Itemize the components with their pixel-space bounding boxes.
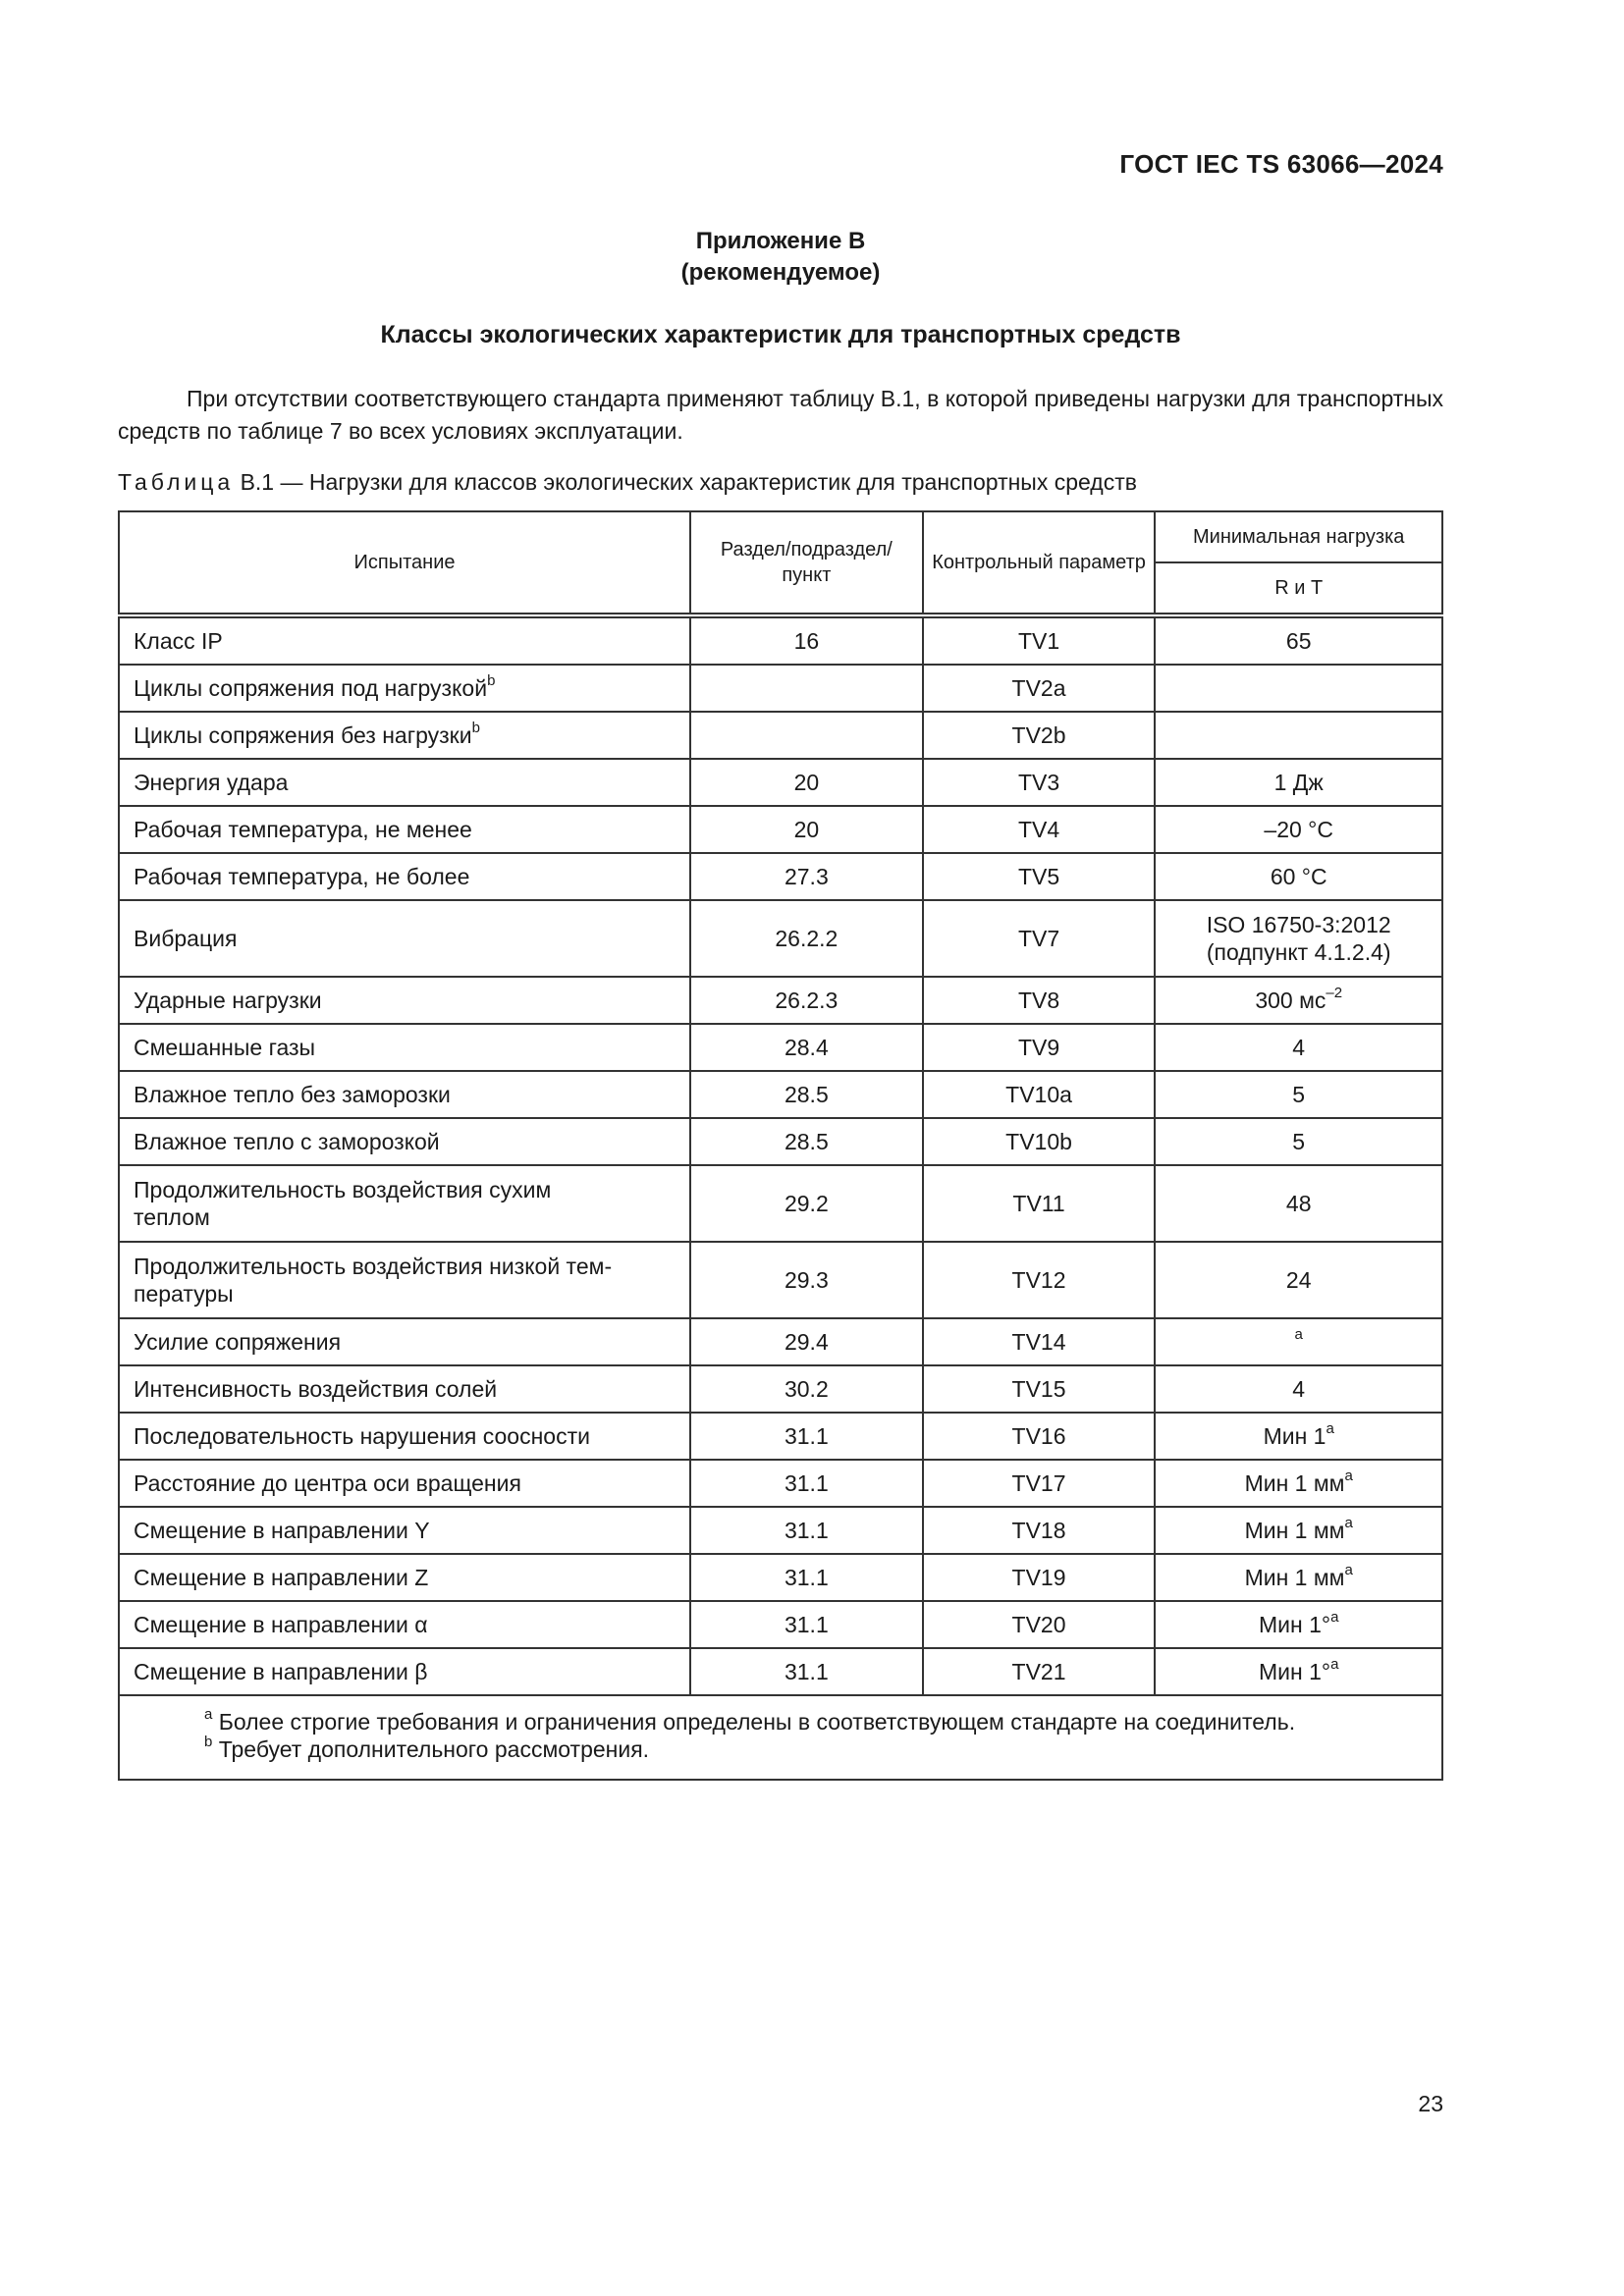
table-row	[119, 1071, 1442, 1118]
cell-load	[1155, 1413, 1442, 1460]
table-row	[119, 1601, 1442, 1648]
table-caption-prefix: Таблица	[118, 469, 235, 495]
section-title: Классы экологических характеристик для транспортных средств	[380, 321, 1181, 348]
cell-load	[1155, 1118, 1442, 1165]
footnotes-cell	[119, 1695, 1442, 1780]
cell-test	[119, 1648, 690, 1695]
footnote-text: Требует дополнительного рассмотрения.	[218, 1736, 650, 1762]
cell-load	[1155, 615, 1442, 665]
cell-test-text: Циклы сопряжения под нагрузкой	[134, 675, 488, 701]
cell-param: TV20	[923, 1601, 1156, 1648]
cell-test	[119, 977, 690, 1024]
table-row	[119, 900, 1442, 977]
table-row	[119, 977, 1442, 1024]
footnote-ref: a	[1294, 1326, 1303, 1344]
footnote	[204, 1735, 1428, 1763]
table-row	[119, 1165, 1442, 1242]
cell-param: TV15	[923, 1365, 1156, 1413]
cell-test-text: Интенсивность воздействия солей	[134, 1376, 498, 1402]
cell-test	[119, 1460, 690, 1507]
cell-test-text: Расстояние до центра оси вращения	[134, 1470, 521, 1496]
cell-param: TV2b	[923, 712, 1156, 759]
cell-param: TV19	[923, 1554, 1156, 1601]
footnote-ref: a	[1330, 1609, 1339, 1627]
cell-section: 30.2	[690, 1365, 923, 1413]
header-param: Контрольный параметр	[923, 511, 1156, 615]
cell-load	[1155, 1165, 1442, 1242]
table-row	[119, 1118, 1442, 1165]
cell-test	[119, 759, 690, 806]
cell-test	[119, 1242, 690, 1318]
cell-test	[119, 1165, 690, 1242]
table-row	[119, 1318, 1442, 1365]
annex-heading	[0, 226, 1561, 289]
cell-load-text: 4	[1292, 1376, 1306, 1402]
intro-paragraph: При отсутствии соответствующего стандарта применяют таблицу В.1, в которой приведены нагрузки для транспортных средств по таблице 7 во всех условиях эксплуатации.	[118, 386, 1443, 444]
cell-test	[119, 1318, 690, 1365]
cell-param: TV10a	[923, 1071, 1156, 1118]
footnote-ref: a	[1344, 1468, 1353, 1485]
cell-section: 29.2	[690, 1165, 923, 1242]
cell-load-text: 300 мс	[1255, 988, 1326, 1013]
cell-param: TV4	[923, 806, 1156, 853]
cell-test	[119, 712, 690, 759]
footnote-mark: a	[204, 1706, 213, 1724]
footnote-ref: b	[471, 720, 480, 737]
cell-section: 31.1	[690, 1413, 923, 1460]
cell-section: 31.1	[690, 1507, 923, 1554]
cell-section: 29.3	[690, 1242, 923, 1318]
cell-load	[1155, 806, 1442, 853]
page-number: 23	[1418, 2091, 1443, 2116]
annex-title: Приложение В	[695, 228, 866, 254]
cell-section	[690, 712, 923, 759]
table-row	[119, 1365, 1442, 1413]
cell-param: TV10b	[923, 1118, 1156, 1165]
cell-load	[1155, 853, 1442, 900]
annex-subtitle: (рекомендуемое)	[680, 259, 881, 286]
cell-section: 20	[690, 759, 923, 806]
table-row	[119, 1024, 1442, 1071]
table-row	[119, 853, 1442, 900]
table-row	[119, 1648, 1442, 1695]
cell-load-text: Мин 1°	[1258, 1612, 1331, 1637]
cell-section: 31.1	[690, 1460, 923, 1507]
cell-test-text: Рабочая температура, не менее	[134, 817, 472, 842]
cell-test	[119, 1413, 690, 1460]
cell-test	[119, 1365, 690, 1413]
cell-load-text: 65	[1285, 628, 1312, 654]
cell-param: TV2a	[923, 665, 1156, 712]
cell-test	[119, 1071, 690, 1118]
cell-section	[690, 665, 923, 712]
cell-test-text-cont: пературы	[134, 1281, 234, 1307]
footnote-ref: a	[1344, 1515, 1353, 1532]
cell-test-text: Смещение в направлении Y	[134, 1518, 430, 1543]
cell-load	[1155, 759, 1442, 806]
footnote-ref: a	[1344, 1562, 1353, 1579]
cell-load-text-cont: (подпункт 4.1.2.4)	[1206, 939, 1391, 965]
cell-section: 31.1	[690, 1648, 923, 1695]
footnote	[204, 1708, 1428, 1735]
cell-load-text: 60 °C	[1270, 864, 1327, 889]
table-row	[119, 1507, 1442, 1554]
cell-load	[1155, 977, 1442, 1024]
cell-test-text: Смешанные газы	[134, 1035, 316, 1060]
cell-load-text: 4	[1292, 1035, 1306, 1060]
cell-section: 26.2.3	[690, 977, 923, 1024]
cell-test-text: Класс IP	[134, 628, 223, 654]
cell-load	[1155, 1242, 1442, 1318]
cell-test	[119, 1024, 690, 1071]
cell-load	[1155, 1601, 1442, 1648]
cell-test	[119, 806, 690, 853]
cell-load	[1155, 1460, 1442, 1507]
cell-test-text: Циклы сопряжения без нагрузки	[134, 722, 472, 748]
cell-test-text: Смещение в направлении α	[134, 1612, 428, 1637]
cell-load	[1155, 1024, 1442, 1071]
cell-load	[1155, 1318, 1442, 1365]
cell-load	[1155, 712, 1442, 759]
cell-test-text: Рабочая температура, не более	[134, 864, 470, 889]
cell-test-text: Вибрация	[134, 926, 238, 951]
cell-section: 20	[690, 806, 923, 853]
cell-load	[1155, 1071, 1442, 1118]
cell-load-text: Мин 1 мм	[1244, 1470, 1345, 1496]
header-test: Испытание	[119, 511, 690, 615]
cell-test-text: Ударные нагрузки	[134, 988, 322, 1013]
cell-load	[1155, 1648, 1442, 1695]
table-row	[119, 712, 1442, 759]
cell-test-text: Усилие сопряжения	[134, 1329, 342, 1355]
cell-load-text: 5	[1292, 1082, 1306, 1107]
header-rt: R и T	[1155, 562, 1442, 615]
cell-test-text: Последовательность нарушения соосности	[134, 1423, 590, 1449]
footnote-ref: –2	[1326, 985, 1343, 1002]
cell-load-text: ISO 16750-3:2012	[1206, 912, 1391, 937]
footnote-mark: b	[204, 1734, 213, 1751]
cell-section: 31.1	[690, 1601, 923, 1648]
cell-load-text: Мин 1°	[1258, 1659, 1331, 1684]
cell-load-text: 1 Дж	[1273, 770, 1324, 795]
cell-load	[1155, 900, 1442, 977]
cell-section: 16	[690, 615, 923, 665]
cell-load-text: Мин 1	[1263, 1423, 1326, 1449]
cell-load	[1155, 1365, 1442, 1413]
cell-test-text: Энергия удара	[134, 770, 289, 795]
cell-test-text: Продолжительность воздействия сухим	[134, 1177, 552, 1202]
header-min-load: Минимальная нагрузка	[1155, 511, 1442, 562]
cell-test-text: Смещение в направлении β	[134, 1659, 428, 1684]
cell-section: 28.5	[690, 1118, 923, 1165]
cell-test	[119, 665, 690, 712]
cell-test-text: Продолжительность воздействия низкой тем-	[134, 1254, 613, 1279]
cell-load-text: 48	[1285, 1191, 1312, 1216]
table-row	[119, 759, 1442, 806]
cell-section: 26.2.2	[690, 900, 923, 977]
cell-param: TV16	[923, 1413, 1156, 1460]
cell-section: 28.4	[690, 1024, 923, 1071]
cell-param: TV14	[923, 1318, 1156, 1365]
cell-test-text: Влажное тепло с заморозкой	[134, 1129, 440, 1154]
cell-load-text: Мин 1 мм	[1244, 1565, 1345, 1590]
cell-param: TV3	[923, 759, 1156, 806]
header-section: Раздел/подраздел/ пункт	[690, 511, 923, 615]
document-code: ГОСТ IEC TS 63066—2024	[1119, 149, 1443, 179]
cell-param: TV5	[923, 853, 1156, 900]
table-row	[119, 1554, 1442, 1601]
cell-test	[119, 1118, 690, 1165]
cell-load	[1155, 1507, 1442, 1554]
loads-table	[118, 510, 1443, 1781]
cell-test	[119, 615, 690, 665]
cell-param: TV21	[923, 1648, 1156, 1695]
table-caption	[118, 469, 1137, 496]
cell-test-text: Влажное тепло без заморозки	[134, 1082, 451, 1107]
cell-test-text: Смещение в направлении Z	[134, 1565, 429, 1590]
cell-section: 28.5	[690, 1071, 923, 1118]
table-row	[119, 1413, 1442, 1460]
table-footnotes	[119, 1695, 1442, 1780]
table-row	[119, 665, 1442, 712]
cell-test-text-cont: теплом	[134, 1204, 210, 1230]
cell-test	[119, 1507, 690, 1554]
cell-param: TV8	[923, 977, 1156, 1024]
cell-param: TV9	[923, 1024, 1156, 1071]
cell-load-text: –20 °C	[1264, 817, 1333, 842]
cell-load	[1155, 1554, 1442, 1601]
cell-param: TV18	[923, 1507, 1156, 1554]
cell-test	[119, 1601, 690, 1648]
table-row	[119, 1460, 1442, 1507]
table-row	[119, 1242, 1442, 1318]
cell-test	[119, 900, 690, 977]
cell-section: 29.4	[690, 1318, 923, 1365]
table-row	[119, 806, 1442, 853]
cell-load-text: 24	[1285, 1267, 1312, 1293]
cell-test	[119, 1554, 690, 1601]
cell-param: TV11	[923, 1165, 1156, 1242]
cell-load-text: Мин 1 мм	[1244, 1518, 1345, 1543]
cell-section: 31.1	[690, 1554, 923, 1601]
table-caption-text: В.1 — Нагрузки для классов экологических характеристик для транспортных средств	[240, 469, 1137, 495]
cell-section: 27.3	[690, 853, 923, 900]
footnote-ref: b	[487, 672, 496, 690]
cell-load-text: 5	[1292, 1129, 1306, 1154]
table-row	[119, 615, 1442, 665]
cell-param: TV17	[923, 1460, 1156, 1507]
footnote-ref: a	[1330, 1656, 1339, 1674]
footnote-ref: a	[1326, 1420, 1334, 1438]
footnote-text: Более строгие требования и ограничения определены в соответствующем стандарте на соединитель.	[218, 1709, 1296, 1735]
cell-param: TV7	[923, 900, 1156, 977]
cell-load	[1155, 665, 1442, 712]
cell-test	[119, 853, 690, 900]
cell-param: TV1	[923, 615, 1156, 665]
cell-param: TV12	[923, 1242, 1156, 1318]
